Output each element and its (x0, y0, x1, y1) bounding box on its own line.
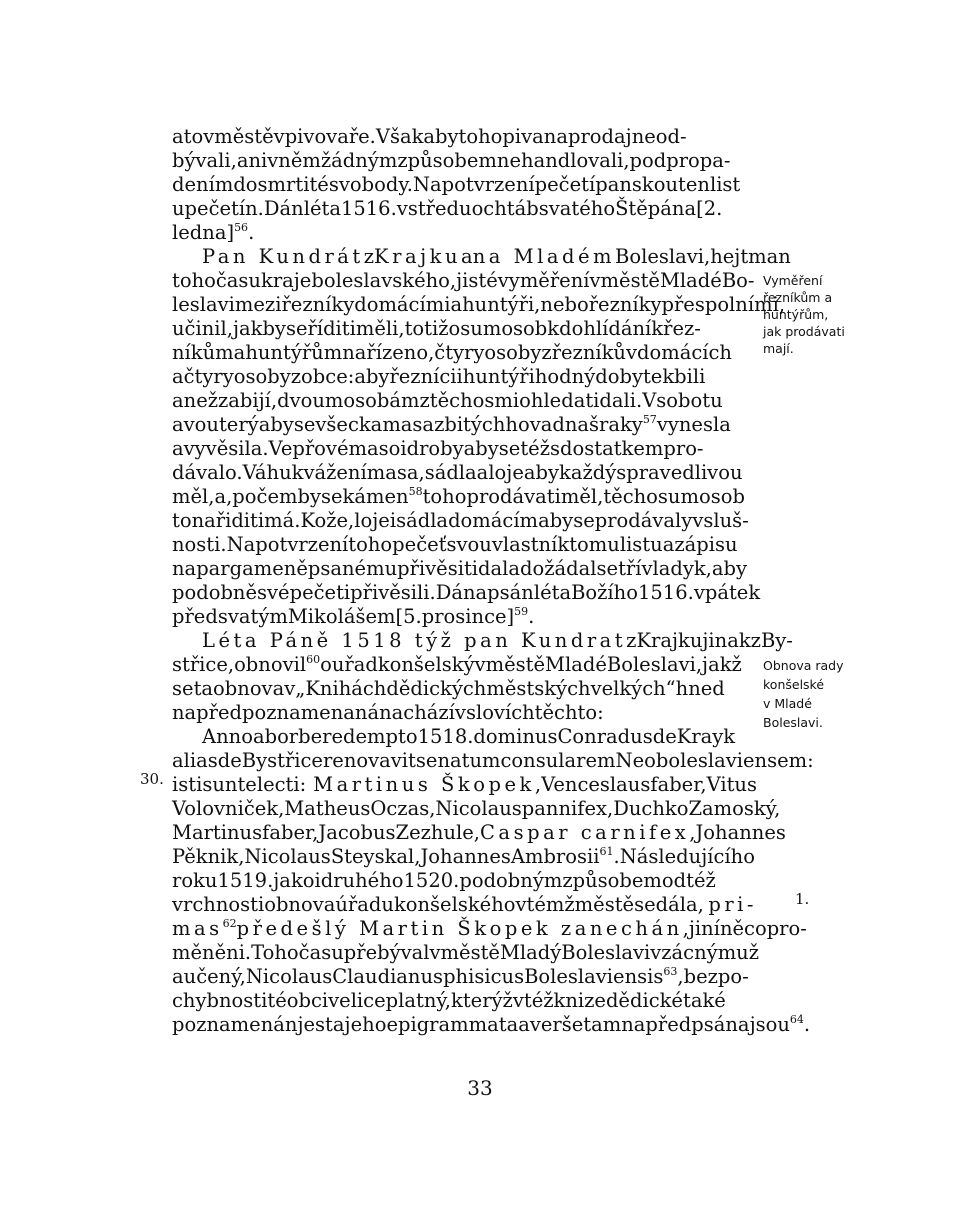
margin-note-line: Vyměření (763, 273, 823, 288)
word: střice,obnovil$^{60}$ouřadkonšelskývměstěMladéBoleslavi,jakž (172, 652, 742, 676)
word: atovměstěvpivovaře.Všakabytohopivanaprodajneod- (172, 125, 687, 148)
word: avouterýabysevšeckamasazbitýchhovadnašraky$^{57}$vynesla (172, 412, 731, 436)
margin-note-council (763, 656, 863, 732)
footnote-ref: 62 (222, 916, 237, 930)
word: nosti.Napotvrzenítohopečeťsvouvlastníktomulistuazápisu (172, 533, 738, 556)
footnote-ref: 60 (306, 652, 321, 666)
margin-note-butchers (763, 272, 863, 357)
text-line (172, 916, 807, 941)
word: aučený,NicolausClaudianusphisicusBoleslaviensis$^{63}$,bezpo- (172, 964, 749, 988)
spaced-name: na Mladém (472, 245, 616, 268)
text-line (202, 629, 793, 653)
margin-note-line: huntýřům, (763, 307, 829, 322)
text-line (172, 941, 760, 965)
spaced-name: Léta Páně 1518 týž pan Kundrat (202, 629, 627, 652)
text-line (172, 197, 757, 221)
spaced-name: Caspar carnifex (480, 821, 690, 844)
text-line (172, 341, 757, 365)
text-line (172, 461, 757, 485)
text-line (172, 125, 757, 149)
footnote-ref: 58 (408, 484, 423, 498)
spaced-name: mas (172, 917, 223, 940)
text-line (172, 677, 757, 701)
text-line (172, 365, 757, 389)
word: chybnostitéobciveliceplatný,kterýžvtéžknizedědickétaké (172, 989, 726, 1012)
spaced-name: Krajku (374, 245, 462, 268)
text-line (172, 269, 757, 293)
footnote-ref: 59 (514, 604, 529, 618)
text-line (172, 773, 757, 797)
word: Martinus Škopek,Venceslausfaber,Vitus (313, 773, 757, 796)
word: napředpoznamenanánacházívslovíchtěchto: (172, 701, 604, 724)
text-line (172, 509, 757, 533)
word: anežzabijí,dvoumosobámztěchosmiohledatidali.Vsobotu (172, 389, 723, 412)
line-number: 30. (140, 770, 164, 788)
text-line (172, 893, 757, 917)
margin-note-line: mají. (763, 341, 794, 356)
text-line (172, 605, 757, 629)
word: tonařiditimá.Kože,lojeisádladomácímabyseprodávalyvsluš- (172, 509, 749, 532)
text-line (172, 149, 757, 173)
margin-note-line: konšelské (763, 677, 825, 692)
word: ačtyryosobyzobce:abyřezníciihuntýřihodnýdobytekbili (172, 365, 706, 388)
text-line (172, 821, 786, 845)
text-line (202, 725, 757, 749)
footnote-ref: 56 (234, 220, 249, 234)
text-line (172, 1012, 811, 1037)
margin-marker: 1. (795, 890, 810, 908)
text-line (172, 989, 757, 1013)
word: učinil,jakbyseříditiměli,totižosumosobkdohlídáníkřez- (172, 317, 701, 340)
word: dávalo.Váhukváženímasa,sádlaalojeabykaždýspravedlivou (172, 461, 743, 484)
word: předsvatýmMikolášem[5.prosince]$^{59}$. (172, 604, 535, 628)
word: Martinusfaber,JacobusZezhule, (172, 821, 480, 844)
word: na MladémBoleslavi,hejtman (472, 245, 791, 268)
text-line (172, 701, 757, 725)
word: poznamenánjestajehoepigrammataaveršetamnapředpsánajsou$^{64}$. (172, 1012, 811, 1036)
text-line (172, 965, 757, 989)
word: vrchnostiobnovaúřadukonšelskéhovtémžměstěsedála, (172, 893, 704, 916)
word (708, 893, 757, 917)
word: ledna]$^{56}$. (172, 220, 255, 244)
text-line (172, 293, 786, 317)
word: Krajkua (374, 245, 473, 268)
spaced-name: Pan Kundrát (202, 245, 364, 268)
word: napargameněpsanémupřivěsitidaladožádalsetřívladyk,aby (172, 557, 748, 580)
word: Pan Kundrátz (202, 245, 375, 268)
footnote-ref: 61 (599, 844, 614, 858)
spaced-name: předešlý Martin Škopek zanechán (236, 917, 683, 940)
text-line (172, 221, 757, 245)
word: měl,a,počembysekámen$^{58}$tohoprodávatiměl,těchosumosob (172, 484, 745, 508)
footnote-ref: 63 (663, 964, 678, 978)
footnote-ref: 57 (642, 412, 657, 426)
page-number: 33 (467, 1076, 493, 1100)
text-line (172, 533, 757, 557)
word: istisuntelecti: (172, 773, 307, 796)
word: roku1519.jakoidruhého1520.podobnýmzpůsobemodtéž (172, 869, 716, 892)
text-line (172, 557, 757, 581)
word: aliasdeBystřicerenovavitsenatumconsularemNeoboleslaviensem: (172, 749, 814, 772)
word: avyvěsila.Vepřovémasoidrobyabysetéžsdostatkempro- (172, 437, 704, 460)
word: Léta Páně 1518 týž pan KundratzKrajkujinakzBy- (202, 629, 793, 652)
text-line (172, 653, 757, 677)
word (172, 917, 237, 941)
word: Annoaborberedempto1518.dominusConradusdeKrayk (202, 725, 736, 748)
margin-note-line: jak prodávati (763, 324, 845, 339)
text-line (172, 869, 757, 893)
margin-note-line: řezníkům a (763, 290, 833, 305)
word: setaobnovav„Kniháchdědickýchměstskýchvelkých“hned (172, 677, 725, 700)
text-line (172, 845, 757, 869)
text-line (172, 485, 757, 509)
text-line (172, 413, 757, 437)
text-line (202, 245, 791, 269)
text-line (172, 173, 757, 197)
margin-note-line: v Mladé (763, 696, 812, 711)
text-line (172, 581, 761, 605)
text-line (172, 749, 814, 773)
word: Caspar carnifex,Johannes (480, 821, 786, 844)
word: Pěknik,NicolausSteyskal,JohannesAmbrosii$^{61}$.Následujícího (172, 844, 755, 868)
word: upečetín.Dánléta1516.vstředuochtábsvatéhoŠtěpána[2. (172, 197, 723, 220)
text-line (172, 437, 757, 461)
word: denímdosmrtitésvobody.Napotvrzenípečetípanskoutenlist (172, 173, 741, 196)
margin-note-line: Boleslavi. (763, 715, 823, 730)
text-line (172, 797, 781, 821)
margin-note-line: Obnova rady (763, 658, 844, 673)
word: níkůmahuntýřůmnařízeno,čtyryosobyzřezníkůvdomácích (172, 341, 732, 364)
word: bývali,anivněmžádnýmzpůsobemnehandlovali,podpropa- (172, 149, 731, 172)
text-line (172, 389, 757, 413)
spaced-name: pri- (708, 893, 757, 916)
text-line (172, 317, 757, 341)
word: Volovniček,MatheusOczas,Nicolauspannifex,DuchkoZamoský, (172, 797, 781, 820)
footnote-ref: 64 (789, 1012, 804, 1026)
word: podobněsvépečetipřivěsili.DánapsánlétaBožího1516.vpátek (172, 581, 761, 604)
word: tohočasukrajeboleslavského,jistévyměřenívměstěMladéBo- (172, 269, 755, 292)
word: předešlý Martin Škopek zanechán,jiníněcopro- (236, 917, 807, 940)
spaced-name: Martinus Škopek (313, 773, 535, 796)
word: leslavimeziřezníkydomácímiahuntýři,nebořezníkypřespolními, (172, 293, 786, 316)
word: měněni.TohočasupřebývalvměstěMladýBoleslavivzácnýmuž (172, 941, 760, 964)
